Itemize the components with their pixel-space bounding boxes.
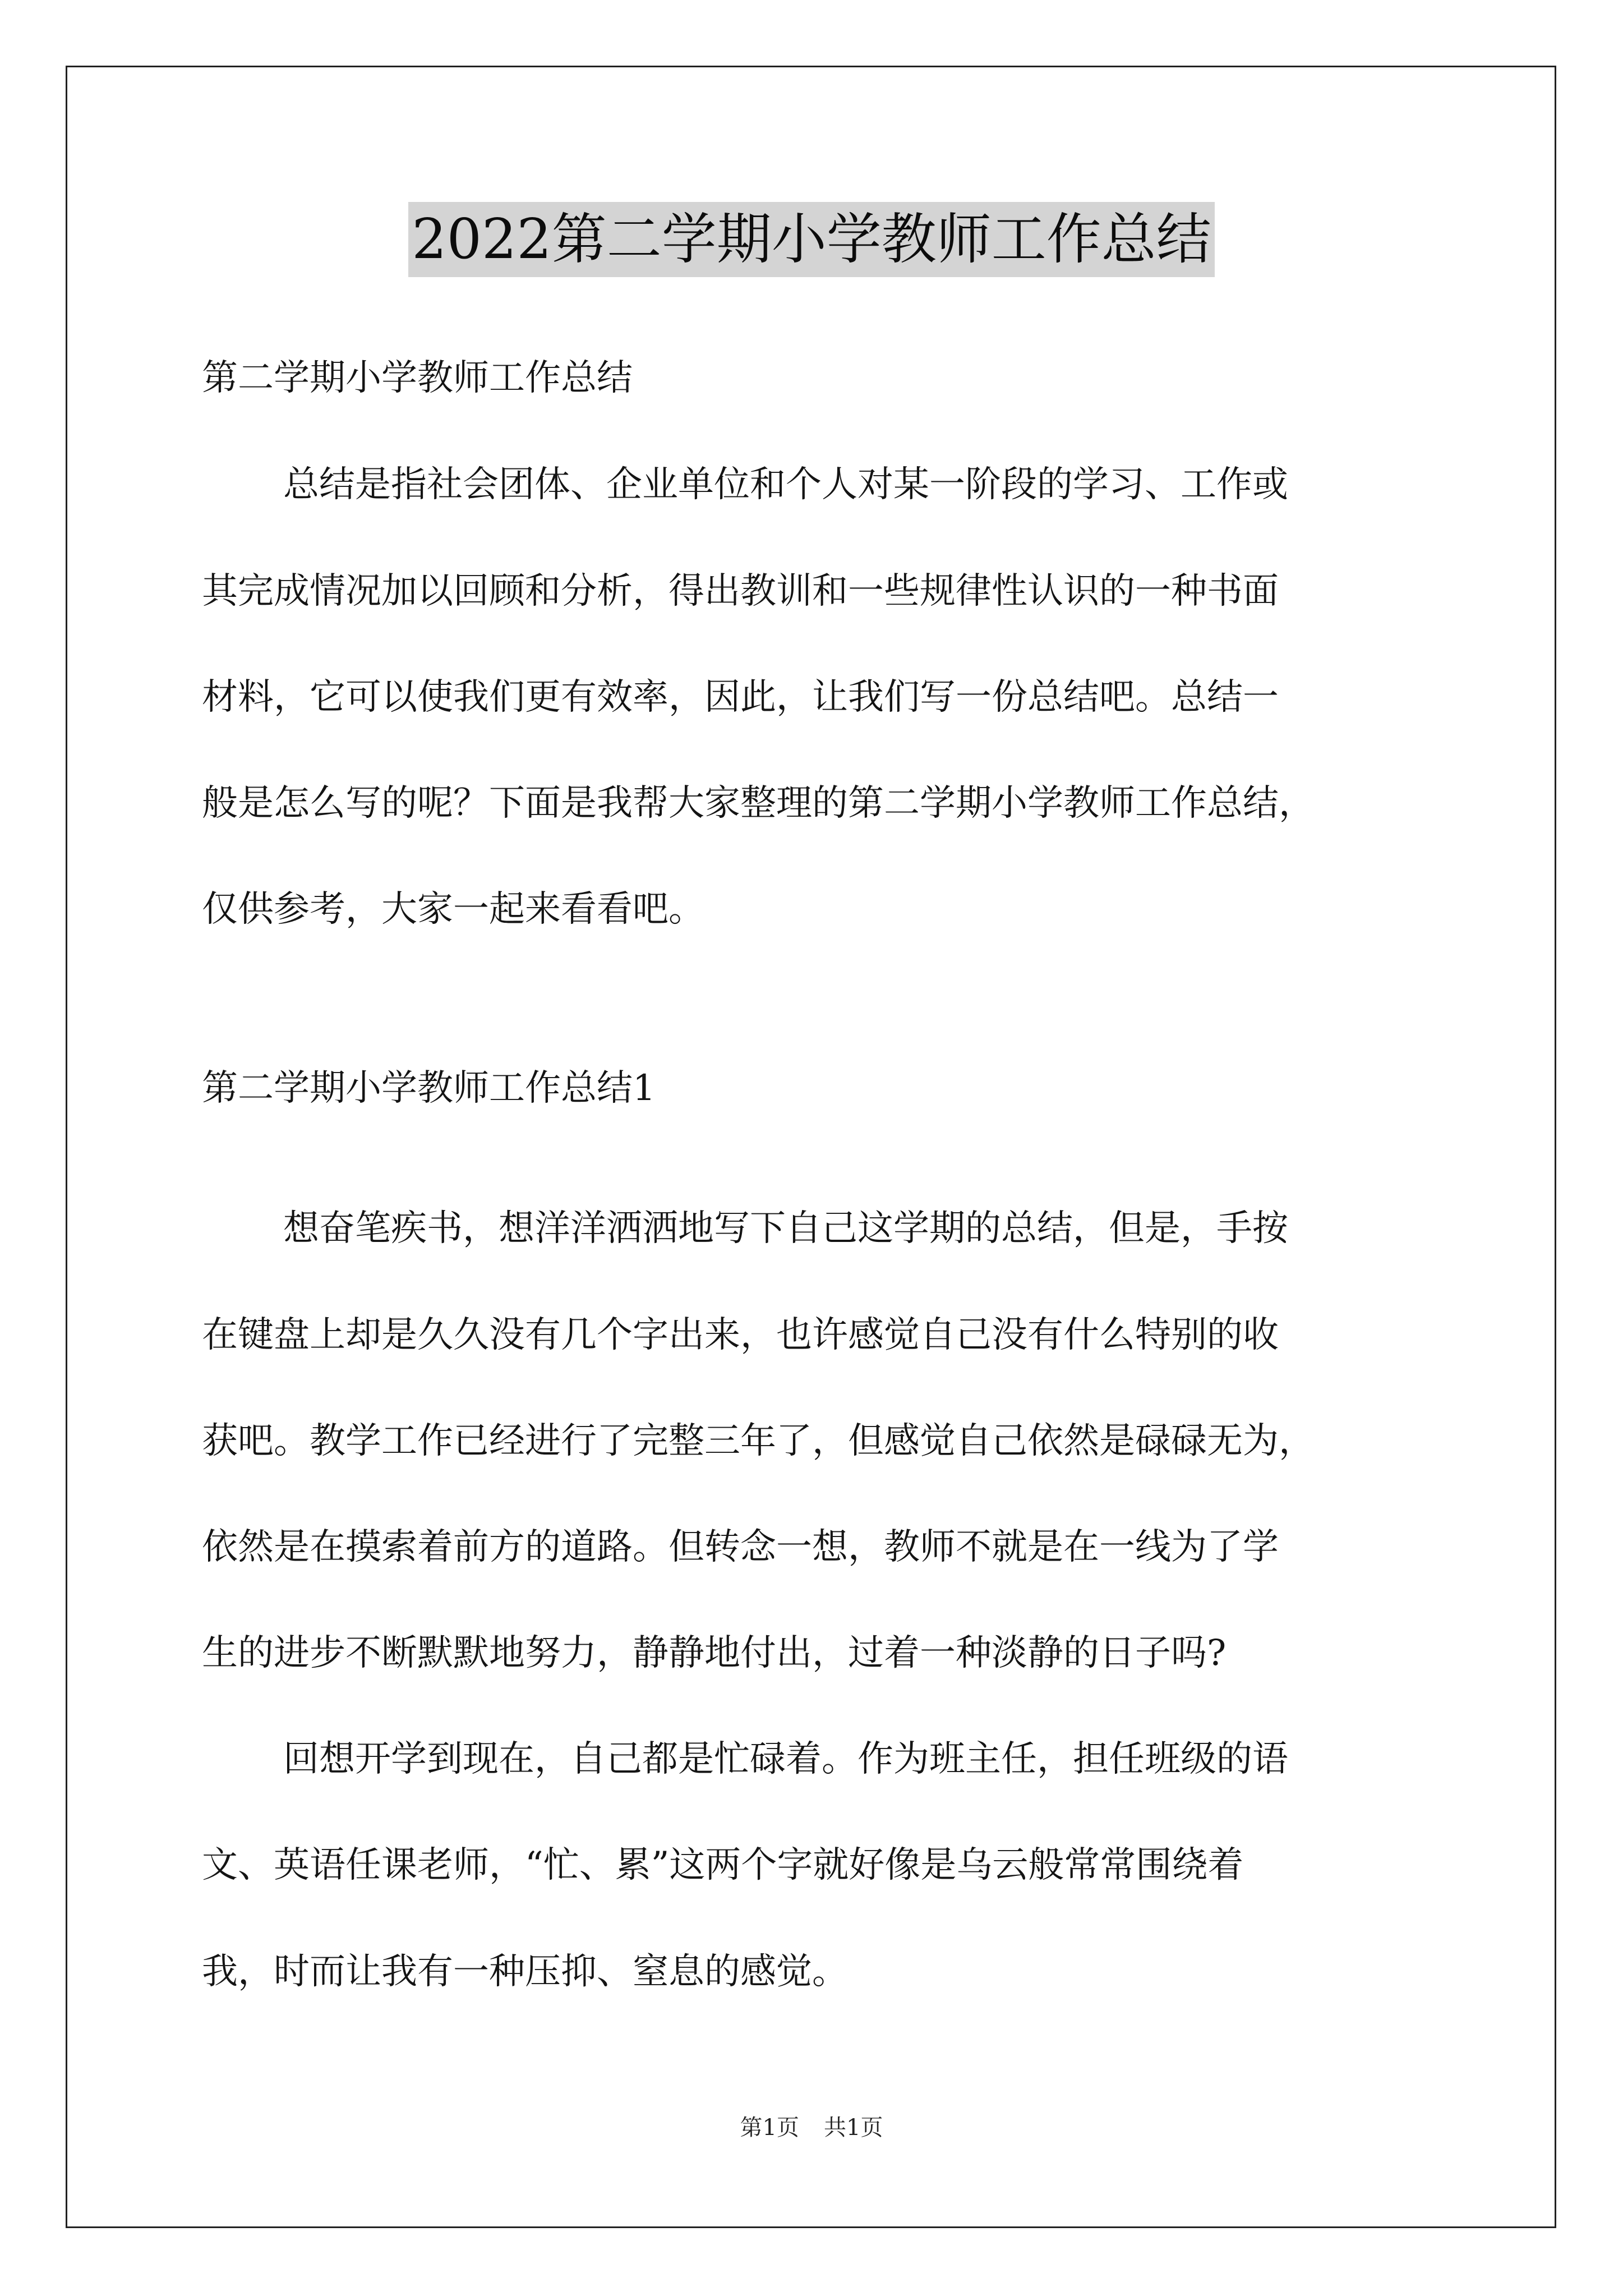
paragraph-line: 想奋笔疾书，想洋洋洒洒地写下自己这学期的总结，但是，手按 [283,1208,1288,1249]
title-container [0,202,1623,277]
paragraph-line: 我，时而让我有一种压抑、窒息的感觉。 [202,1951,848,1993]
page-number-total: 共1页 [824,2115,883,2141]
intro-line: 材料，它可以使我们更有效率，因此，让我们写一份总结吧。总结一 [202,677,1279,718]
paragraph-line: 在键盘上却是久久没有几个字出来，也许感觉自己没有什么特别的收 [202,1314,1279,1356]
intro-line: 其完成情况加以回顾和分析，得出教训和一些规律性认识的一种书面 [202,570,1279,612]
paragraph-line: 依然是在摸索着前方的道路。但转念一想，教师不就是在一线为了学 [202,1526,1279,1568]
section-heading: 第二学期小学教师工作总结1 [202,1068,656,1109]
intro-line: 般是怎么写的呢？下面是我帮大家整理的第二学期小学教师工作总结， [202,783,1315,824]
subtitle: 第二学期小学教师工作总结 [202,357,633,399]
intro-line: 仅供参考，大家一起来看看吧。 [202,889,704,930]
page-number-current: 第1页 [740,2115,799,2141]
page-footer [0,2114,1623,2142]
paragraph-line: 文、英语任课老师，“忙、累”这两个字就好像是乌云般常常围绕着 [202,1844,1244,1886]
paragraph-line: 获吧。教学工作已经进行了完整三年了，但感觉自己依然是碌碌无为， [202,1420,1315,1462]
intro-line: 总结是指社会团体、企业单位和个人对某一阶段的学习、工作或 [283,464,1288,505]
document-title: 2022第二学期小学教师工作总结 [408,202,1214,277]
paragraph-line: 生的进步不断默默地努力，静静地付出，过着一种淡静的日子吗? [202,1632,1227,1674]
paragraph-line: 回想开学到现在，自己都是忙碌着。作为班主任，担任班级的语 [283,1738,1288,1780]
